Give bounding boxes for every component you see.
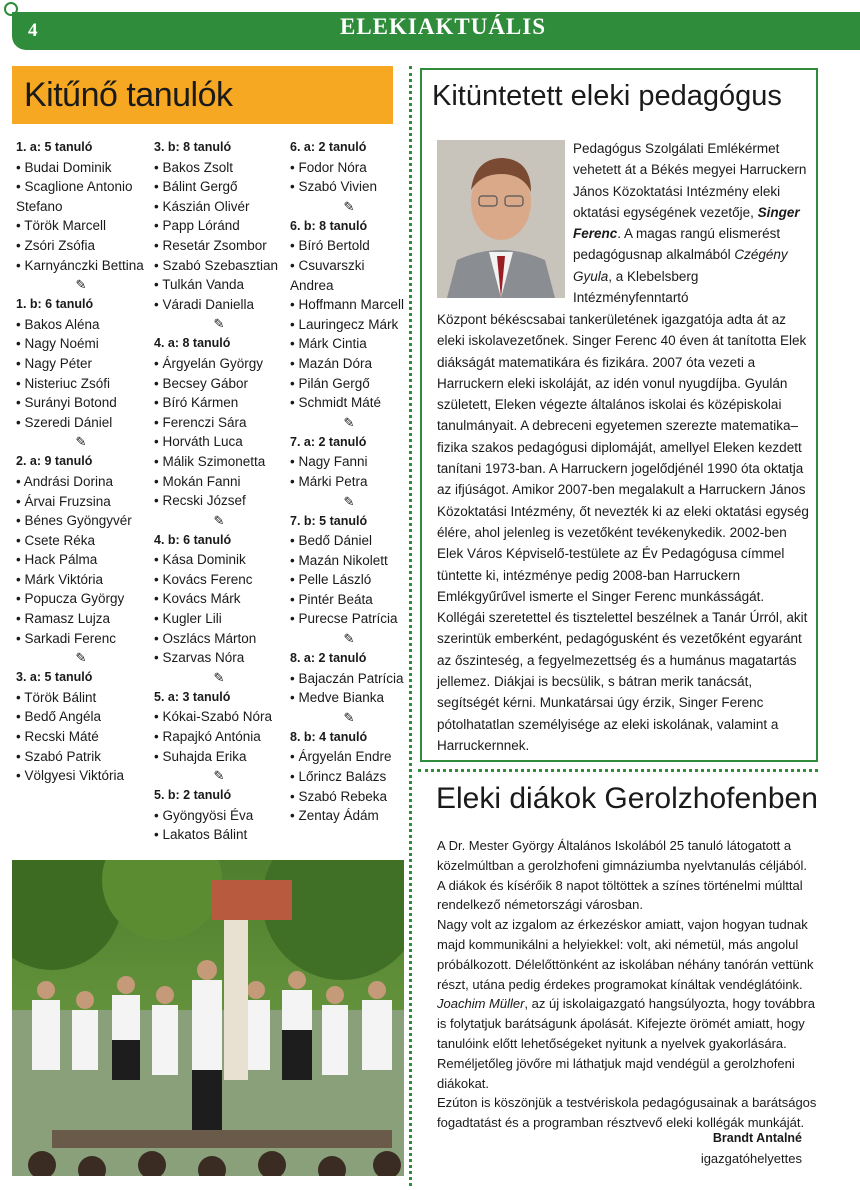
student-name: • Csete Réka — [16, 532, 96, 548]
class-heading: 8. b: 4 tanuló — [290, 729, 368, 744]
student-name: • Hack Pálma — [16, 552, 98, 568]
student-name: • Árgyelán György — [154, 355, 264, 371]
class-heading: 2. a: 9 tanuló — [16, 454, 93, 469]
student-name: • Árvai Fruzsina — [16, 493, 111, 509]
paragraph-text: , az új iskolaigazgató hangsúlyozta, hogy továbbra is folytatjuk barátságunk ápolását. Kifejezte örömét amiatt, hogy tanulóink előtt lehetőségeket nyitunk a nyelvek gyakorlására. Reméljetőleg jövőre mi láthatjuk majd vendégül a gerolzhofeni diákokat. — [437, 996, 815, 1091]
student-name: • Rapajkó Antónia — [154, 729, 261, 745]
student-name: • Szabó Szebasztian — [154, 257, 279, 273]
student-name: • Sarkadi Ferenc — [16, 630, 117, 646]
award-article-body: Központ békéscsabai tankerületének igazgatója adta át az eleki iskolavezetőnek. Singer Ferenc 40 éven át tanította Elek diákságát matematikára és fizikára. 2007 óta vezeti a Harruckern eleki iskoláját, az idén vonul nyugdíjba. Gyulán született, Eleken végezte általános iskolai és középiskolai tanulmányait. A debreceni egyetemen szerezte matematika–fizika szakos pedagógusi diplomáját, amellyel Eleken kezdett tanítani 1973-ban. A Harruckern jogelődjénél 1990 óta oktatja az ifjúságot. Amikor 2007-ben megalakult a Harruckern János Közoktatási Intézmény, őt nevezték ki az eleki oktatási egység élére, ahol jelenleg is vezetőként tevékenykedik. 2002-ben Elek Város Képviselő-testülete az Év Pedagógusa címmel tüntette ki, intézménye pedig 2008-ban Harruckern Emlékgyűrűvel ismerte el Singer Ferenc munkásságát. Kollégái szeretettel és tisztelettel beszélnek a Tanár Úrról, akit szerintük emberként, pedagógusként és vezetőként egyaránt az őszinteség, a fegyelmezettség és a humánus magatartás jellemez. Diákjai is becsülik, s bátran merik tanácsát, segítségét kérni. Munkatársai úgy érzik, Singer Ferenc pótolhatatlan személyisége az eleki iskolának, valamint a Harruckernnek. — [437, 312, 809, 753]
student-name: • Bajaczán Patrícia — [290, 670, 404, 686]
student-name: • Bakos Zsolt — [154, 159, 234, 175]
student-name: • Mokán Fanni — [154, 473, 241, 489]
student-name: • Surányi Botond — [16, 395, 117, 411]
student-name: • Zsóri Zsófia — [16, 237, 95, 253]
principal-name: Joachim Müller — [437, 996, 525, 1012]
student-name: • Szeredi Dániel — [16, 414, 113, 430]
pen-icon: ✎ — [75, 434, 87, 450]
students-column-1 — [16, 138, 146, 786]
student-name: • Bénes Gyöngyvér — [16, 513, 132, 529]
student-name: • Völgyesi Viktória — [16, 768, 125, 784]
student-name: • Márk Cintia — [290, 336, 367, 352]
award-intro-text-2: . A magas rangú elismerést pedagógusnap alkalmából — [573, 226, 781, 263]
student-name: • Nisteriuc Zsófi — [16, 375, 110, 391]
student-name: • Mazán Nikolett — [290, 552, 388, 568]
paragraph: Ezúton is köszönjük a testvériskola pedagógusainak a barátságos fogadtatást és a programban résztvevő eleki kollégák munkáját. — [437, 1095, 817, 1131]
class-heading: 1. a: 5 tanuló — [16, 140, 93, 154]
student-name: • Becsey Gábor — [154, 375, 249, 391]
award-intro-text: Pedagógus Szolgálati Emlékérmet vehetett át a Békés megyei Harruckern János Közoktatási Intézmény eleki oktatási egységének vezetője, — [573, 141, 807, 220]
student-name: • Kugler Lili — [154, 611, 222, 627]
class-heading: 5. a: 3 tanuló — [154, 689, 231, 704]
award-intro-text-3: , a Klebelsberg Intézményfenntartó — [573, 268, 699, 306]
paragraph: A Dr. Mester György Általános Iskolából 25 tanuló látogatott a közelmúltban a gerolzhofeni gimnáziumba nyelvtanulás céljából. A diákok és kísérőik 8 napot töltöttek a színes történelmi múlttal rendelkező németországi városban. — [437, 838, 807, 913]
student-name: • Szabó Vivien — [290, 179, 378, 195]
article-divider — [418, 769, 818, 772]
author-name: Brandt Antalné — [712, 1131, 802, 1145]
student-name: • Török Bálint — [16, 689, 97, 705]
pen-icon: ✎ — [75, 650, 87, 666]
student-name: • Nagy Noémi — [16, 336, 99, 352]
students-column-2 — [154, 138, 284, 845]
gerolzhofen-article-title: Eleki diákok Gerolzhofenben — [436, 782, 818, 815]
class-heading: 8. a: 2 tanuló — [290, 651, 367, 666]
student-name: • Recski József — [154, 493, 246, 509]
pen-icon: ✎ — [343, 709, 355, 725]
student-name: • Scaglione Antonio Stefano — [16, 179, 133, 214]
student-name: • Gyöngyösi Éva — [154, 807, 254, 823]
student-name: • Popucza György — [16, 591, 125, 607]
student-name: • Ramasz Lujza — [16, 611, 111, 627]
school-event-photo — [12, 860, 404, 1176]
pen-icon: ✎ — [75, 277, 87, 293]
student-name: • Andrási Dorina — [16, 473, 114, 489]
student-name: • Resetár Zsombor — [154, 237, 267, 253]
column-divider — [409, 66, 412, 1186]
class-heading: 7. b: 5 tanuló — [290, 513, 368, 528]
student-name: • Nagy Péter — [16, 355, 93, 371]
paragraph — [437, 994, 817, 1093]
pen-icon: ✎ — [343, 493, 355, 509]
presenter-name: Czégény Gyula — [573, 247, 788, 284]
student-name: • Szabó Rebeka — [290, 788, 388, 804]
class-heading: 4. b: 6 tanuló — [154, 532, 232, 547]
pen-icon: ✎ — [213, 512, 225, 528]
award-article-title: Kitüntetett eleki pedagógus — [432, 80, 782, 112]
student-name: • Váradi Daniella — [154, 296, 255, 312]
class-heading: 4. a: 8 tanuló — [154, 336, 231, 351]
page-number: 4 — [28, 20, 38, 41]
student-name: • Márk Viktória — [16, 571, 103, 587]
class-heading: 3. b: 8 tanuló — [154, 140, 232, 154]
student-name: • Schmidt Máté — [290, 395, 382, 411]
student-name: • Kovács Ferenc — [154, 571, 253, 587]
student-name: • Kászián Olivér — [154, 198, 250, 214]
pen-icon: ✎ — [343, 414, 355, 430]
student-name: • Márki Petra — [290, 473, 368, 489]
student-name: • Lőrincz Balázs — [290, 769, 387, 785]
student-name: • Kovács Márk — [154, 591, 241, 607]
student-name: • Lauringecz Márk — [290, 316, 399, 332]
student-name: • Oszlács Márton — [154, 630, 257, 646]
student-name: • Mazán Dóra — [290, 355, 373, 371]
student-name: • Fodor Nóra — [290, 159, 367, 175]
student-name: • Budai Dominik — [16, 159, 112, 175]
class-heading: 6. a: 2 tanuló — [290, 140, 367, 154]
pen-icon: ✎ — [213, 669, 225, 685]
publication-title: ELEKIAKTUÁLIS — [340, 14, 547, 39]
pen-icon: ✎ — [343, 631, 355, 647]
class-heading: 3. a: 5 tanuló — [16, 670, 93, 685]
student-name: • Árgyelán Endre — [290, 749, 392, 765]
student-name: • Bíró Bertold — [290, 238, 370, 254]
student-name: • Pintér Beáta — [290, 591, 373, 607]
class-heading: 5. b: 2 tanuló — [154, 788, 232, 803]
student-name: • Horváth Luca — [154, 434, 243, 450]
students-column-3 — [290, 138, 408, 826]
student-name: • Purecse Patrícia — [290, 611, 398, 627]
student-name: • Suhajda Erika — [154, 748, 247, 764]
student-name: • Karnyánczki Bettina — [16, 257, 144, 273]
pen-icon: ✎ — [213, 768, 225, 784]
student-name: • Recski Máté — [16, 729, 99, 745]
student-name: • Szarvas Nóra — [154, 650, 245, 666]
author-role: igazgatóhelyettes — [700, 1151, 802, 1166]
gerolzhofen-article-body — [437, 836, 817, 1133]
pen-icon: ✎ — [343, 198, 355, 214]
student-name: • Bíró Kármen — [154, 395, 239, 411]
student-name: • Medve Bianka — [290, 690, 385, 706]
portrait-photo — [437, 140, 565, 298]
student-name: • Bedő Angéla — [16, 709, 102, 725]
student-name: • Lakatos Bálint — [154, 827, 248, 843]
student-name: • Bakos Aléna — [16, 316, 100, 332]
student-name: • Kókai-Szabó Nóra — [154, 709, 273, 725]
student-name: • Pilán Gergő — [290, 375, 370, 391]
student-name: • Tulkán Vanda — [154, 277, 245, 293]
paragraph: Nagy volt az izgalom az érkezéskor amiatt, vajon hogyan tudnak majd kommunikálni a helyiekkel: volt, aki németül, más angolul próbálkozott. Délelőttönként az iskolában néhány tanórán vettünk részt, utána pedig érdekes programokat kínáltak vendéglátóink. — [437, 917, 814, 992]
student-name: • Török Marcell — [16, 218, 106, 234]
student-name: • Zentay Ádám — [290, 808, 379, 824]
class-heading: 7. a: 2 tanuló — [290, 434, 367, 449]
student-name: • Hoffmann Marcell — [290, 297, 405, 313]
pen-icon: ✎ — [213, 316, 225, 332]
class-heading: 6. b: 8 tanuló — [290, 218, 368, 233]
award-article-intro — [573, 138, 807, 308]
student-name: • Pelle László — [290, 572, 372, 588]
student-name: • Bedő Dániel — [290, 533, 373, 549]
student-name: • Papp Lóránd — [154, 218, 240, 234]
student-name: • Csuvarszki Andrea — [290, 257, 365, 293]
awardee-name: Singer Ferenc — [573, 204, 800, 242]
student-name: • Málik Szimonetta — [154, 453, 266, 469]
student-name: • Nagy Fanni — [290, 454, 368, 470]
class-heading: 1. b: 6 tanuló — [16, 297, 94, 312]
student-name: • Bálint Gergő — [154, 179, 238, 195]
student-name: • Szabó Patrik — [16, 748, 102, 764]
students-title: Kitűnő tanulók — [24, 76, 233, 114]
student-name: • Kása Dominik — [154, 552, 246, 568]
student-name: • Ferenczi Sára — [154, 414, 247, 430]
